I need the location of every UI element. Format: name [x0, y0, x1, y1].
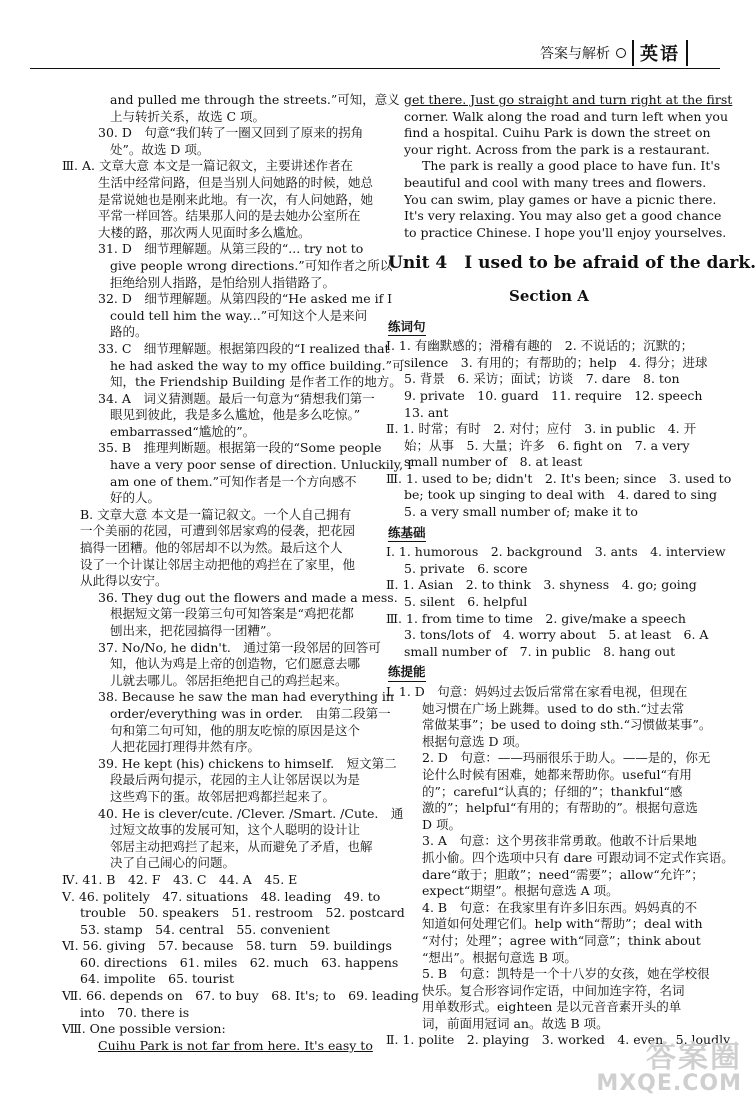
essay-line: The park is really a good place to have fun. It's — [422, 158, 721, 174]
text-line: Ⅳ. 41. B 42. F 43. C 44. A 45. E — [62, 871, 298, 887]
essay-line: to practice Chinese. I hope you'll enjoy yourselves. — [404, 224, 727, 240]
text-line: 生活中经常问路，但是当别人问她路的时候，她总 — [98, 174, 374, 190]
essay-line: get there. Just go straight and turn right at the first — [404, 92, 733, 107]
unit-title: Unit 4 I used to be afraid of the dark. — [388, 253, 756, 274]
text-line: am one of them.”可知作者是一个方向感不 — [110, 473, 357, 489]
text-line: 儿就去哪儿。邻居拒绝把自己的鸡拦起来。 — [110, 672, 348, 688]
text-line: 的”；careful“认真的；仔细的”；thankful“感 — [422, 783, 683, 799]
text-line: 始；从事 5. 大量；许多 6. fight on 7. a very — [404, 437, 690, 453]
text-line: 常做某事”；be used to doing sth.“习惯做某事”。 — [422, 717, 712, 733]
text-line: 快乐。复合形容词作定语，中间加连字符，名词 — [422, 982, 685, 998]
text-line: embarrassed“尴尬的”。 — [110, 423, 256, 439]
text-line: 根据句意选 D 项。 — [422, 733, 528, 749]
text-line: 5. B 句意：凯特是一个十八岁的女孩，她在学校很 — [422, 966, 710, 982]
text-line: into 70. there is — [80, 1004, 190, 1020]
text-line: 2. D 句意：——玛丽很乐于助人。——是的，你无 — [422, 750, 711, 766]
text-line: 5. silent 6. helpful — [404, 594, 528, 610]
circle-icon — [616, 48, 626, 58]
text-line: 64. impolite 65. tourist — [80, 971, 235, 987]
subsection-title: 练基础 — [388, 525, 426, 543]
text-line: 40. He is clever/cute. /Clever. /Smart. /Cute. 通 — [98, 805, 404, 821]
essay-line: your right. Across from the park is a restaurant. — [404, 141, 710, 157]
text-line: 激的”；helpful“有用的；有帮助的”。根据句意选 — [422, 800, 698, 816]
header-section: 答案与解析 — [540, 46, 610, 62]
text-line: 知，the Friendship Building 是作者工作的地方。 — [110, 374, 402, 390]
text-line: Ⅵ. 56. giving 57. because 58. turn 59. buildings — [62, 938, 392, 954]
text-line: 37. No/No, he didn't. 通过第一段邻居的回答可 — [98, 639, 381, 655]
watermark-line-2: MXQE.COM — [596, 1071, 742, 1096]
text-line: 31. D 细节理解题。从第三段的“... try not to — [98, 241, 364, 257]
essay-line: You can swim, play games or have a picnic there. — [404, 191, 717, 207]
text-line: 词，前面用冠词 an。故选 B 项。 — [422, 1015, 609, 1031]
watermark — [596, 1040, 742, 1097]
essay-line: corner. Walk along the road and turn left when you — [404, 108, 729, 124]
text-line: 眼见到彼此，我是多么尴尬，他是多么吃惊。” — [110, 407, 361, 423]
text-line: Ⅲ. A. 文章大意 本文是一篇记叙文，主要讲述作者在 — [62, 158, 353, 174]
text-line: 38. Because he saw the man had everything in — [98, 689, 394, 705]
text-line: “想出”。根据句意选 B 项。 — [422, 949, 577, 965]
text-line: 抓小偷。四个选项中只有 dare 可跟动词不定式作宾语。 — [422, 849, 734, 865]
header-subject: 英语 — [632, 40, 688, 66]
text-line: 人把花园打理得井然有序。 — [110, 739, 261, 755]
essay-line: beautiful and cool with many trees and flowers. — [404, 174, 707, 190]
page-header — [540, 40, 688, 66]
subsection-title: 练提能 — [388, 664, 426, 682]
text-line: could tell him the way...”可知这个人是来问 — [110, 307, 368, 323]
text-line: Ⅱ. 1. Asian 2. to think 3. shyness 4. go; going — [386, 577, 697, 593]
text-line: 知，他认为鸡是上帝的创造物，它们愿意去哪 — [110, 656, 361, 672]
text-line: 5. 背景 6. 采访；面试；访谈 7. dare 8. ton — [404, 371, 680, 387]
text-line: Ⅰ. 1. humorous 2. background 3. ants 4. interview — [386, 544, 726, 560]
text-line: 53. stamp 54. central 55. convenient — [80, 921, 330, 937]
text-line: 一个美丽的花园，可遭到邻居家鸡的侵袭，把花园 — [80, 523, 356, 539]
text-line: D 项。 — [422, 816, 461, 832]
text-line: 这些鸡下的蛋。故邻居把鸡都拦起来了。 — [110, 788, 336, 804]
text-line: 5. private 6. score — [404, 560, 528, 576]
text-line: 从此得以安宁。 — [80, 573, 168, 589]
text-line: 刨出来，把花园搞得一团糟”。 — [110, 623, 279, 638]
text-line: 她习惯在广场上跳舞。used to do sth.“过去常 — [422, 700, 685, 716]
text-line: 上与转折关系，故选 C 项。 — [110, 108, 266, 124]
text-line: 设了一个计谋让邻居主动把他的鸡拦在了家里，他 — [80, 556, 356, 572]
text-line: 过短文故事的发展可知，这个人聪明的设计让 — [110, 822, 361, 838]
text-line: Ⅶ. 66. depends on 67. to buy 68. It's; to 69. leading — [62, 988, 419, 1004]
text-line: Ⅷ. One possible version: — [62, 1021, 226, 1037]
text-line: give people wrong directions.”可知作者之所以 — [110, 257, 393, 273]
text-line: Ⅰ. 1. 有幽默感的；滑稽有趣的 2. 不说话的；沉默的； — [386, 338, 694, 354]
text-line: 平常一样回答。结果那人问的是去她办公室所在 — [98, 208, 361, 224]
essay-line: It's very relaxing. You may also get a good chance — [404, 208, 722, 224]
text-line: 大楼的路，那次两人见面时多么尴尬。 — [98, 224, 311, 240]
text-line: 拒绝给别人指路，是怕给别人指错路了。 — [110, 274, 336, 290]
text-line: 决了自己闹心的问题。 — [110, 855, 236, 871]
text-line: 4. B 句意：在我家里有许多旧东西。妈妈真的不 — [422, 899, 698, 915]
watermark-line-1: 答案圈 — [646, 1040, 742, 1075]
text-line: 13. ant — [404, 404, 449, 420]
text-line: 3. A 句意：这个男孩非常勇敢。他敢不计后果地 — [422, 833, 697, 849]
text-line: 句和第二句可知，他的朋友吃惊的原因是这个 — [110, 722, 361, 738]
text-line: 34. A 词义猜测题。最后一句意为“猜想我们第一 — [98, 390, 375, 406]
text-line: have a very poor sense of direction. Unluckily, I — [110, 457, 413, 473]
text-line: order/everything was in order. 由第二段第一 — [110, 705, 391, 721]
text-line: Ⅲ. 1. used to be; didn't 2. It's been; since 3. used to — [386, 470, 732, 486]
text-line: 30. D 句意“我们转了一圈又回到了原来的拐角 — [98, 125, 364, 141]
text-line: expect“期望”。根据句意选 A 项。 — [422, 883, 619, 899]
text-line: B. 文章大意 本文是一篇记叙文。一个人自己拥有 — [80, 506, 352, 522]
text-line: 好的人。 — [110, 490, 161, 506]
text-line: 路的。 — [110, 324, 148, 340]
text-line: Ⅱ. 1. polite 2. playing 3. worked 4. even 5. loudly — [386, 1032, 731, 1048]
text-line: 5. a very small number of; make it to — [404, 504, 638, 520]
essay-line: Cuihu Park is not far from here. It's easy to — [98, 1037, 373, 1053]
text-line: 搞得一团糟。他的邻居却不以为然。最后这个人 — [80, 540, 343, 556]
text-line: small number of 7. in public 8. hang out — [404, 643, 676, 659]
text-line: Ⅲ. 1. from time to time 2. give/make a speech — [386, 610, 686, 626]
text-line: “对付；处理”；agree with“同意”；think about — [422, 932, 701, 948]
subsection-title: 练词句 — [388, 319, 426, 337]
text-line: 根据短文第一段第三句可知答案是“鸡把花都 — [110, 606, 354, 622]
text-line: Ⅰ. 1. D 句意：妈妈过去饭后常常在家看电视，但现在 — [386, 684, 688, 699]
text-line: 用单数形式。eighteen 是以元音音素开头的单 — [422, 999, 682, 1015]
section-title: Section A — [509, 286, 589, 305]
text-line: 9. private 10. guard 11. require 12. speech — [404, 387, 703, 403]
essay-line: find a hospital. Cuihu Park is down the street on — [404, 125, 711, 141]
right-column — [386, 92, 756, 1049]
text-line: be; took up singing to deal with 4. dared to sing — [404, 487, 718, 503]
text-line: Ⅴ. 46. politely 47. situations 48. leading 49. to — [62, 888, 381, 904]
text-line: 段最后两句提示，花园的主人让邻居误以为是 — [110, 772, 361, 788]
text-line: trouble 50. speakers 51. restroom 52. postcard — [80, 905, 405, 921]
text-line: 35. B 推理判断题。根据第一段的“Some people — [98, 440, 382, 456]
text-line: 是常说她也是刚来此地。有一次，有人问她路，她 — [98, 191, 374, 207]
text-line: 33. C 细节理解题。根据第四段的“I realized that — [98, 340, 390, 356]
text-line: 32. D 细节理解题。从第四段的“He asked me if I — [98, 291, 393, 307]
text-line: 36. They dug out the flowers and made a mess. — [98, 589, 398, 605]
text-line: he had asked the way to my office building.”可 — [110, 357, 405, 373]
text-line: 60. directions 61. miles 62. much 63. happens — [80, 954, 399, 970]
text-line: small number of 8. at least — [404, 454, 583, 470]
text-line: 3. tons/lots of 4. worry about 5. at least 6. A — [404, 627, 709, 643]
text-line: 处”。故选 D 项。 — [110, 141, 210, 157]
text-line: silence 3. 有用的；有帮助的；help 4. 得分；进球 — [404, 354, 708, 370]
text-line: 邻居主动把鸡拦了起来，从而避免了矛盾，也解 — [110, 838, 373, 854]
text-line: dare“敢于；胆敢”；need“需要”；allow“允许”； — [422, 866, 704, 882]
header-rule — [30, 68, 720, 69]
text-line: Ⅱ. 1. 时常；有时 2. 对付；应付 3. in public 4. 开 — [386, 421, 697, 437]
text-line: and pulled me through the streets.”可知，意义 — [110, 92, 400, 107]
text-line: 论什么时候有困难，她都来帮助你。useful“有用 — [422, 766, 692, 782]
text-line: 39. He kept (his) chickens to himself. 短文第二 — [98, 755, 397, 771]
text-line: 知道如何处理它们。help with“帮助”；deal with — [422, 916, 703, 932]
